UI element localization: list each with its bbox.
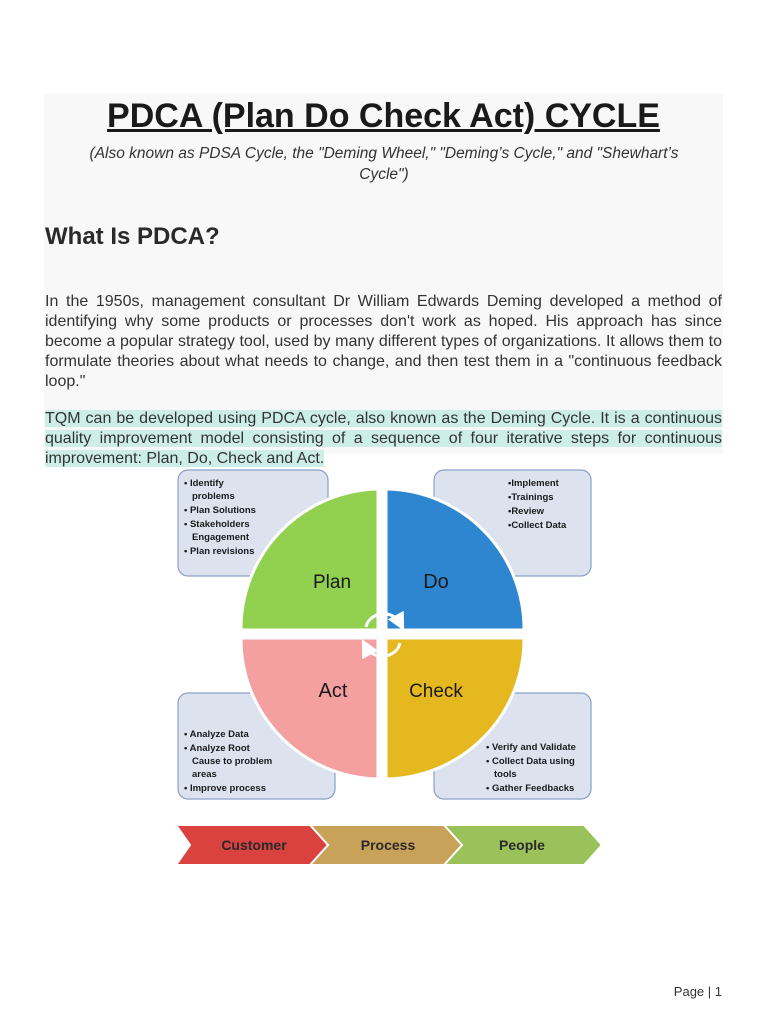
bullet-item: • Improve process	[184, 783, 266, 794]
bullet-item: tools	[494, 769, 517, 780]
bullet-item: • Verify and Validate	[486, 742, 576, 753]
bullet-item: • Stakeholders	[184, 519, 250, 530]
process-arrow-label: Process	[360, 837, 416, 853]
people-arrow-label: People	[499, 837, 545, 853]
intro-paragraph: In the 1950s, management consultant Dr William Edwards Deming developed a method of identifying why some products or processes don't work as hoped. His approach has since become a popular strategy tool, used by many different types of organizations. It allows them to formulate theories about what needs to change, and then test them in a "continuous feedback loop."	[45, 293, 722, 390]
bullet-item: problems	[192, 491, 235, 502]
tqm-paragraph	[45, 409, 722, 469]
bullet-item: •Review	[508, 506, 545, 517]
plan-label: Plan	[312, 572, 352, 593]
check-label: Check	[409, 681, 463, 702]
pdca-diagram	[170, 465, 600, 875]
bullet-item: •Implement	[508, 478, 559, 489]
page-number: Page | 1	[673, 984, 722, 999]
bullet-item: • Gather Feedbacks	[486, 783, 575, 794]
page-subtitle: (Also known as PDSA Cycle, the "Deming Wheel," "Deming’s Cycle," and "Shewhart’s Cycle")	[89, 145, 679, 183]
bullet-item: areas	[192, 769, 217, 780]
bullet-item: •Collect Data	[508, 520, 567, 531]
bullet-item: • Plan revisions	[184, 546, 255, 557]
customer-arrow-label: Customer	[221, 837, 287, 853]
bullet-item: • Identify	[184, 478, 224, 489]
bullet-item: Engagement	[192, 532, 250, 543]
bullet-item: • Collect Data using	[486, 756, 575, 767]
customer-process-people-arrows	[176, 825, 600, 865]
act-label: Act	[318, 680, 348, 702]
highlighted-text: TQM can be developed using PDCA cycle, also known as the Deming Cycle. It is a continuous quality improvement model consisting of a sequence of four iterative steps for continuous improvement: Plan, Do, Check and Act.	[45, 410, 722, 467]
bullet-item: • Plan Solutions	[184, 505, 256, 516]
bullet-item: •Trainings	[508, 492, 554, 503]
bullet-item: • Analyze Data	[184, 729, 249, 740]
page-title: PDCA (Plan Do Check Act) CYCLE	[107, 97, 660, 135]
do-label: Do	[423, 571, 449, 593]
bullet-item: Cause to problem	[192, 756, 273, 767]
section-heading: What Is PDCA?	[45, 223, 220, 250]
bullet-item: • Analyze Root	[184, 743, 250, 754]
